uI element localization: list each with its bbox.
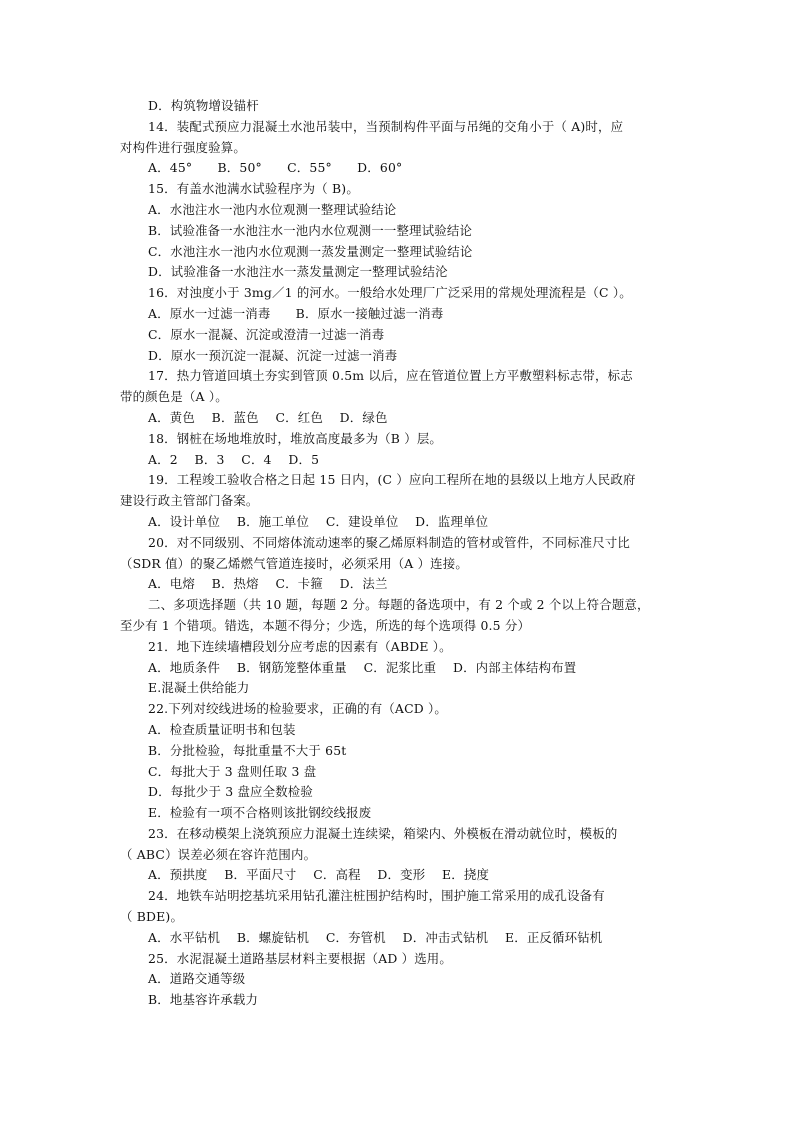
question-line: 25．水泥混凝土道路基层材料主要根据（AD ）选用。 <box>148 950 452 966</box>
option-line: A．45° B．50° C．55° D．60° <box>148 160 403 176</box>
question-line: 18．钢桩在场地堆放时，堆放高度最多为（B ）层。 <box>148 430 443 446</box>
document-page <box>0 96 794 1011</box>
option-line: D．试验准备一水池注水一蒸发量测定一整理试验结沦 <box>148 264 448 280</box>
option-line: A．水平钻机 B．螺旋钻机 C．夯管机 D．冲击式钻机 E．正反循环钻机 <box>148 929 603 945</box>
option-line: B．分批检验，每批重量不大于 65t <box>148 742 347 758</box>
continuation-line: 建设行政主管部门备案。 <box>120 493 259 509</box>
question-line: 21．地下连续墙槽段划分应考虑的因素有（ABDE ）。 <box>148 638 452 654</box>
option-line: D．原水一预沉淀一混凝、沉淀一过滤一消毒 <box>148 347 398 363</box>
question-line: 二、多项选择题（共 10 题，每题 2 分。每题的备选项中，有 2 个或 2 个以上符合题意， <box>148 597 650 613</box>
option-line: C．每批大于 3 盘则任取 3 盘 <box>148 763 317 779</box>
option-line: A．预拱度 B．平面尺寸 C．高程 D．变形 E．挠度 <box>148 867 490 883</box>
continuation-line: 对构件进行强度验算。 <box>120 139 246 155</box>
question-line: 23．在移动模架上浇筑预应力混凝土连续梁，箱梁内、外模板在滑动就位时，模板的 <box>148 825 618 841</box>
option-line: A．电熔 B．热熔 C．卡箍 D．法兰 <box>148 576 388 592</box>
option-line: A．原水一过滤一消毒 B．原水一接触过滤一消毒 <box>148 305 444 321</box>
option-line: D．构筑物增设锚杆 <box>148 98 259 113</box>
option-line: A．地质条件 B．钢筋笼整体重量 C．泥浆比重 D．内部主体结构布置 <box>148 659 577 675</box>
option-line: A．水池注水一池内水位观测一整理试验结论 <box>148 201 397 217</box>
option-line: E.混凝土供给能力 <box>148 680 250 696</box>
question-line: 24．地铁车站明挖基坑采用钻孔灌注桩围护结构时，围护施工常采用的成孔设备有 <box>148 888 605 904</box>
question-line: 16．对浊度小于 3mg／1 的河水。一般给水处理厂广泛采用的常规处理流程是（C ）。 <box>148 285 632 301</box>
option-line: B．试验准备一水池注水一池内水位观测一一整理试验结论 <box>148 222 473 238</box>
option-line: C．原水一混凝、沉淀或澄清一过滤一消毒 <box>148 326 385 342</box>
continuation-line: （ BDE)。 <box>120 909 184 925</box>
question-line: 17．热力管道回填土夯实到管顶 0.5m 以后，应在管道位置上方平敷塑料标志带，标志 <box>148 368 633 384</box>
continuation-line: 带的颜色是（A ）。 <box>120 389 228 405</box>
question-line: 20．对不同级别、不同熔体流动速率的聚乙烯原料制造的管材或管件，不同标准尺寸比 <box>148 534 631 550</box>
continuation-line: 至少有 1 个错项。错选，本题不得分；少选，所选的每个选项得 0.5 分） <box>120 617 531 633</box>
option-line: E．检验有一项不合格则该批钢绞线报废 <box>148 805 372 821</box>
option-line: A．道路交通等级 <box>148 971 246 987</box>
option-line: A．检查质量证明书和包装 <box>148 721 296 737</box>
option-line: D．每批少于 3 盘应全数检验 <box>148 784 313 800</box>
option-line: C．水池注水一池内水位观测一蒸发量测定一整理试验结论 <box>148 243 473 259</box>
continuation-line: （SDR 值）的聚乙烯燃气管道连接时，必须采用（A ）连接。 <box>120 555 468 571</box>
question-line: 15．有盖水池满水试验程序为（ B)。 <box>148 181 359 197</box>
option-line: A．2 B．3 C．4 D．5 <box>148 451 320 467</box>
question-line: 22.下列对绞线进场的检验要求，正确的有（ACD ）。 <box>148 701 448 717</box>
question-line: 14．装配式预应力混凝土水池吊装中，当预制构件平面与吊绳的交角小于（ A)时，应 <box>148 118 624 134</box>
question-line: 19．工程竣工验收合格之日起 15 日内，(C ）应向工程所在地的县级以上地方人民政府 <box>148 472 636 488</box>
option-line: A．黄色 B．蓝色 C．红色 D．绿色 <box>148 409 388 425</box>
option-line: B．地基容许承载力 <box>148 992 259 1008</box>
option-line: A．设计单位 B．施工单位 C．建设单位 D．监理单位 <box>148 513 489 529</box>
continuation-line: （ ABC）误差必须在容许范围内。 <box>120 846 317 862</box>
